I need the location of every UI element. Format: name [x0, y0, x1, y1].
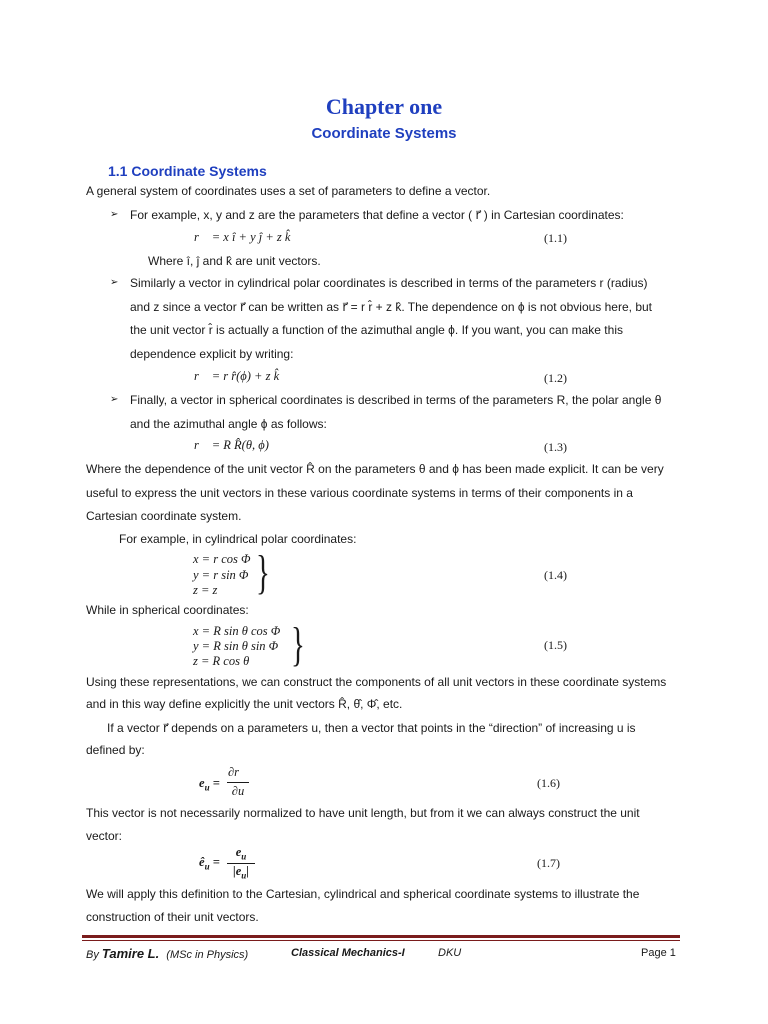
bullet-2-line-2: and z since a vector r⃗ can be written as r⃗ = r r̂ + z k̂. The dependence on ϕ is not obvious here, but	[130, 300, 652, 314]
equation-1-7-numerator: $e_u$	[235, 845, 247, 862]
equation-1-5-x: x = R sin θ cos Φ	[193, 624, 281, 638]
paragraph-5-line-2: defined by:	[86, 743, 145, 757]
equation-1-3: r⃗ = R R̂(θ, ϕ)	[194, 438, 269, 452]
equation-1-4-x: x = r cos Φ	[193, 552, 251, 566]
paragraph-2: For example, in cylindrical polar coordinates:	[119, 532, 357, 546]
equation-number-1-5: (1.5)	[544, 638, 567, 652]
section-heading: 1.1 Coordinate Systems	[108, 163, 267, 179]
equation-1-5-z: z = R cos θ	[193, 654, 250, 668]
equation-1-7-lhs: $ê_u$ =	[199, 855, 220, 872]
equation-number-1-6: (1.6)	[537, 776, 560, 790]
bullet-2-line-1: Similarly a vector in cylindrical polar coordinates is described in terms of the parameters r (radius)	[130, 276, 648, 290]
right-brace-icon: }	[256, 546, 270, 599]
bullet-arrow-icon: ➢	[110, 277, 119, 288]
bullet-3-line-1: Finally, a vector in spherical coordinates is described in terms of the parameters R, the polar angle θ	[130, 393, 662, 407]
equation-number-1-3: (1.3)	[544, 440, 567, 454]
paragraph-6-line-1: This vector is not necessarily normalized to have unit length, but from it we can always construct the unit	[86, 806, 640, 820]
paragraph-3: While in spherical coordinates:	[86, 603, 249, 617]
bullet-arrow-icon: ➢	[110, 394, 119, 405]
chapter-title: Chapter one	[325, 94, 443, 119]
bullet-arrow-icon: ➢	[110, 209, 119, 220]
paragraph-1-line-3: Cartesian coordinate system.	[86, 509, 242, 523]
paragraph-1-line-1: Where the dependence of the unit vector R̂ on the parameters θ and ϕ has been made explicit. It can be very	[86, 462, 664, 476]
footer-author: By Tamire L. (MSc in Physics)	[86, 946, 249, 961]
footer-rule-thin	[82, 940, 680, 941]
fraction-bar	[227, 782, 249, 783]
equation-1-7-denominator: $|e_u|$	[232, 864, 250, 881]
paragraph-7-line-1: We will apply this definition to the Cartesian, cylindrical and spherical coordinate systems to illustrate the	[86, 887, 640, 901]
right-brace-icon: }	[291, 618, 305, 671]
equation-number-1-2: (1.2)	[544, 371, 567, 385]
footer-page-number: Page 1	[641, 947, 676, 959]
equation-1-4-z: z = z	[193, 583, 218, 597]
bullet-1-text: For example, x, y and z are the parameters that define a vector ( r⃗ ) in Cartesian coordinates:	[130, 208, 624, 222]
bullet-3-line-2: and the azimuthal angle ϕ as follows:	[130, 417, 327, 431]
footer-institution: DKU	[438, 947, 462, 959]
paragraph-6-line-2: vector:	[86, 829, 123, 843]
chapter-subtitle: Coordinate Systems	[311, 125, 457, 142]
equation-number-1-1: (1.1)	[544, 231, 567, 245]
equation-1-6-numerator: ∂r⃗	[228, 765, 249, 779]
footer-course: Classical Mechanics-I	[291, 947, 405, 959]
intro-line: A general system of coordinates uses a set of parameters to define a vector.	[86, 184, 491, 198]
unit-vectors-note: Where î, ĵ and k̂ are unit vectors.	[148, 254, 321, 268]
footer-rule-thick	[82, 935, 680, 938]
paragraph-1-line-2: useful to express the unit vectors in these various coordinate systems in terms of their components in a	[86, 486, 633, 500]
equation-number-1-4: (1.4)	[544, 568, 567, 582]
paragraph-4-line-2: and in this way define explicitly the unit vectors R̂, θ̂, Φ̂, etc.	[86, 697, 403, 711]
paragraph-5-line-1: If a vector r⃗ depends on a parameters u, then a vector that points in the “direction” of increasing u is	[107, 721, 636, 735]
equation-1-6-denominator: ∂u	[231, 784, 245, 798]
bullet-2-line-3: the unit vector r̂ is actually a function of the azimuthal angle ϕ. If you want, you can make this	[130, 323, 623, 337]
equation-1-2: r⃗ = r r̂(ϕ) + z k̂	[194, 369, 280, 383]
equation-1-6-lhs: $e_u$ =	[199, 776, 220, 793]
bullet-2-line-4: dependence explicit by writing:	[130, 347, 294, 361]
paragraph-4-line-1: Using these representations, we can construct the components of all unit vectors in these coordinate systems	[86, 675, 667, 689]
equation-1-4-y: y = r sin Φ	[193, 568, 249, 582]
paragraph-7-line-2: construction of their unit vectors.	[86, 910, 259, 924]
equation-number-1-7: (1.7)	[537, 856, 560, 870]
equation-1-5-y: y = R sin θ sin Φ	[193, 639, 279, 653]
equation-1-1: r⃗ = x î + y ĵ + z k̂	[194, 230, 291, 244]
